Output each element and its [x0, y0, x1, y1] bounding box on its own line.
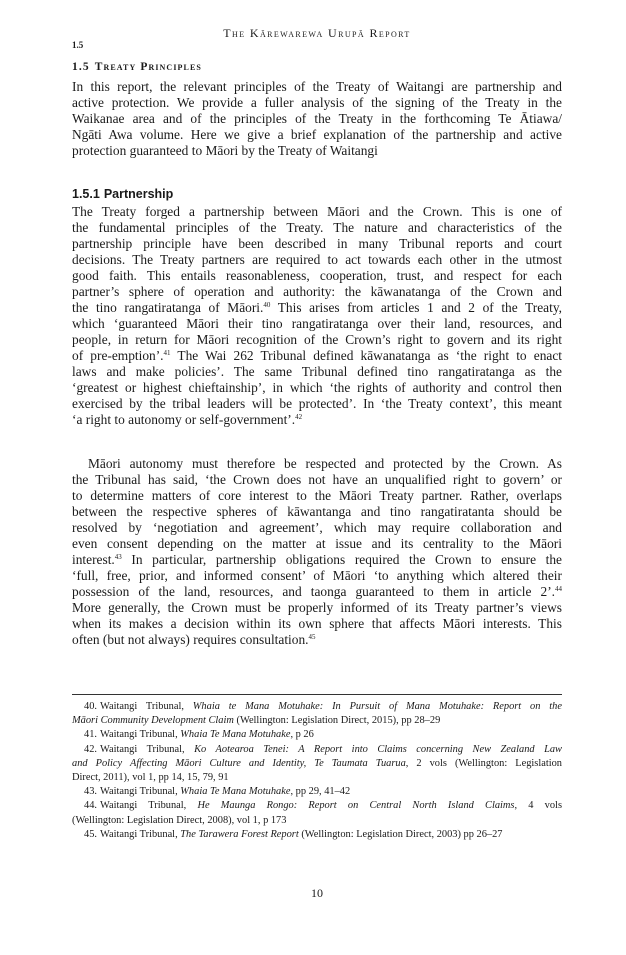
- text-line: people, in return for Māori recognition of the Crown’s right to govern and its right: [72, 332, 562, 347]
- text-line: protection guaranteed to Māori by the Treaty of Waitangi: [72, 143, 378, 158]
- subsection-title: Partnership: [103, 187, 174, 201]
- text-line: decisions. The Treaty partners are required to act towards each other in the utmost: [72, 252, 562, 267]
- footnote-text: Waitangi Tribunal,: [100, 828, 181, 840]
- footnote-41: [72, 728, 562, 742]
- footnote-number: 45.: [84, 828, 97, 840]
- footnote-title: The Tarawera Forest Report: [180, 828, 299, 840]
- footnote-number: 44.: [84, 800, 97, 812]
- footnote-text: , 4 vols: [514, 800, 562, 812]
- footnote-line: Direct, 2011), vol 1, pp 14, 15, 79, 91: [72, 772, 229, 784]
- footnote-ref[interactable]: 40: [263, 301, 271, 309]
- footnote-number: 43.: [84, 786, 97, 798]
- footnote-line: [72, 785, 562, 799]
- footnote-text: Waitangi Tribunal,: [100, 743, 195, 755]
- text-fragment: of pre-emption’.: [72, 348, 164, 363]
- text-line: In this report, the relevant principles of the Treaty of Waitangi are partnership and: [72, 79, 562, 94]
- footnote-line: [72, 757, 562, 771]
- footnote-title: Ko Aotearoa Tenei: A Report into Claims concerning New Zealand Law: [194, 743, 562, 755]
- text-line: to determine matters of core interest to the Māori Treaty partner. Rather, overlaps: [72, 488, 562, 503]
- footnote-42: [72, 743, 562, 786]
- text-line: the fundamental principles of the Treaty. The nature and characteristics of the: [72, 220, 562, 235]
- text-line: Māori autonomy must therefore be respected and protected by the Crown. As: [88, 456, 562, 471]
- text-fragment: In particular, partnership obligations required the Crown to ensure the: [121, 552, 562, 567]
- text-line: Waikanae area and of the principles of the Treaty in the forthcoming Te Ātiawa/: [72, 111, 562, 126]
- page-number: 10: [311, 886, 323, 900]
- footnote-line: [72, 828, 562, 842]
- footnote-text: (Wellington: Legislation Direct, 2003) pp 26–27: [298, 828, 503, 840]
- text-line: resolved by ‘negotiation and agreement’, which may require collaboration and: [72, 520, 562, 535]
- text-line: partner’s sphere of operation and authority: the kāwanatanga of the Crown and: [72, 284, 562, 299]
- footnote-line: [72, 799, 562, 813]
- subsection-number: 1.5.1: [72, 187, 100, 201]
- text-line: [72, 584, 562, 600]
- section-heading: [72, 61, 202, 73]
- footnote-line: [72, 714, 562, 728]
- footnote-text: Waitangi Tribunal,: [100, 729, 181, 741]
- section-intro-paragraph: [72, 79, 562, 159]
- footnote-number: 41.: [84, 729, 97, 741]
- text-line: [72, 300, 562, 316]
- footnote-title: Whaia te Mana Motuhake: In Pursuit of Mana Motuhake: Report on the: [192, 701, 562, 712]
- footnote-text: Waitangi Tribunal,: [100, 786, 181, 798]
- footnote-text: , 2 vols (Wellington: Legislation: [405, 757, 562, 769]
- footnote-divider: [72, 694, 562, 695]
- text-fragment: the tino rangatiratanga of Māori.: [72, 300, 264, 315]
- text-line: ‘greatest or highest chieftainship’, in which ‘the rights of authority and control then: [72, 380, 562, 395]
- text-fragment: ‘a right to autonomy or self-government’.: [72, 412, 296, 427]
- text-line: [72, 348, 562, 364]
- footnote-line: [72, 728, 562, 742]
- section-title: Treaty Principles: [94, 61, 202, 73]
- footnote-title: and Policy Affecting Māori Culture and Identity, Te Taumata Tuarua: [72, 757, 406, 769]
- text-line: [72, 552, 562, 568]
- text-fragment: possession of the land, resources, and taonga guaranteed to them in article 2’.: [72, 584, 555, 599]
- text-line: ‘full, free, prior, and informed consent’ of Māori ‘to anything which altered their: [72, 568, 562, 583]
- footnote-ref[interactable]: 41: [163, 349, 171, 357]
- text-line: Ngāti Awa volume. Here we give a brief explanation of the partnership and active: [72, 127, 562, 142]
- footnote-line: [72, 700, 562, 714]
- footnote-text: (Wellington: Legislation Direct, 2015), pp 28–29: [233, 715, 441, 727]
- footnote-text: , pp 29, 41–42: [290, 786, 351, 798]
- section-number: 1.5: [72, 61, 90, 73]
- text-line: between the respective spheres of kāwantanga and tino rangatiratanta should be: [72, 504, 562, 519]
- footnote-ref[interactable]: 42: [295, 413, 303, 421]
- text-line: when its makes a decision within its own sphere that affects Māori interests. This: [72, 616, 562, 631]
- text-fragment: interest.: [72, 552, 115, 567]
- running-header-title: The Kārewarewa Urupā Report: [223, 26, 411, 40]
- text-line: exercised by the tribal leaders will be protected’. In ‘the Treaty context’, this meant: [72, 396, 562, 411]
- text-line: the Tribunal has said, ‘the Crown does not have an unqualified right to govern’ or: [72, 472, 562, 487]
- footnote-45: [72, 828, 562, 842]
- text-fragment: often (but not always) requires consultation.: [72, 632, 309, 647]
- text-line: which ‘guaranteed Māori their tino rangatiratanga over their land, resources, and: [72, 316, 562, 331]
- text-line: even consent depending on the matter at issue and its centrality to the Māori: [72, 536, 562, 551]
- partnership-paragraph-1: [72, 204, 562, 428]
- footnote-text: , p 26: [290, 729, 314, 741]
- text-line: laws and make policies’. The same Tribunal defined tino rangatiratanga as the: [72, 364, 562, 379]
- subsection-heading: [72, 187, 173, 201]
- text-line: good faith. This entails reasonableness, cooperation, trust, and respect for each: [72, 268, 562, 283]
- text-line: The Treaty forged a partnership between Māori and the Crown. This is one of: [72, 204, 562, 219]
- text-line: [72, 632, 562, 648]
- text-line: partnership principle have been described in many Tribunal reports and court: [72, 236, 562, 251]
- text-line: More generally, the Crown must be properly informed of its Treaty partner’s views: [72, 600, 562, 615]
- footnote-ref[interactable]: 45: [308, 633, 316, 641]
- footnote-ref[interactable]: 43: [114, 553, 122, 561]
- footnote-number: 40.: [84, 701, 97, 712]
- footnote-line: [72, 743, 562, 757]
- footnote-43: [72, 785, 562, 799]
- text-fragment: The Wai 262 Tribunal defined kāwanatanga as ‘the right to enact: [170, 348, 562, 363]
- running-section-number: 1.5: [72, 40, 84, 50]
- footnote-ref[interactable]: 44: [555, 585, 562, 593]
- footnote-title: Whaia Te Mana Motuhake: [180, 729, 291, 741]
- footnote-text: Waitangi Tribunal,: [100, 701, 193, 712]
- footnote-title: Whaia Te Mana Motuhake: [180, 786, 291, 798]
- partnership-paragraph-2: [72, 456, 562, 648]
- text-line: [72, 412, 562, 428]
- text-line: active protection. We provide a fuller analysis of the signing of the Treaty in the: [72, 95, 562, 110]
- footnote-line: (Wellington: Legislation Direct, 2008), vol 1, p 173: [72, 814, 287, 826]
- footnotes: [72, 700, 562, 842]
- footnote-44: [72, 799, 562, 827]
- text-fragment: This arises from articles 1 and 2 of the Treaty,: [270, 300, 562, 315]
- footnote-40: [72, 700, 562, 728]
- footnote-number: 42.: [84, 743, 97, 755]
- footnote-title: He Maunga Rongo: Report on Central North Island Claims: [197, 800, 515, 812]
- footnote-text: Waitangi Tribunal,: [100, 800, 198, 812]
- footnote-title: Māori Community Development Claim: [72, 715, 234, 727]
